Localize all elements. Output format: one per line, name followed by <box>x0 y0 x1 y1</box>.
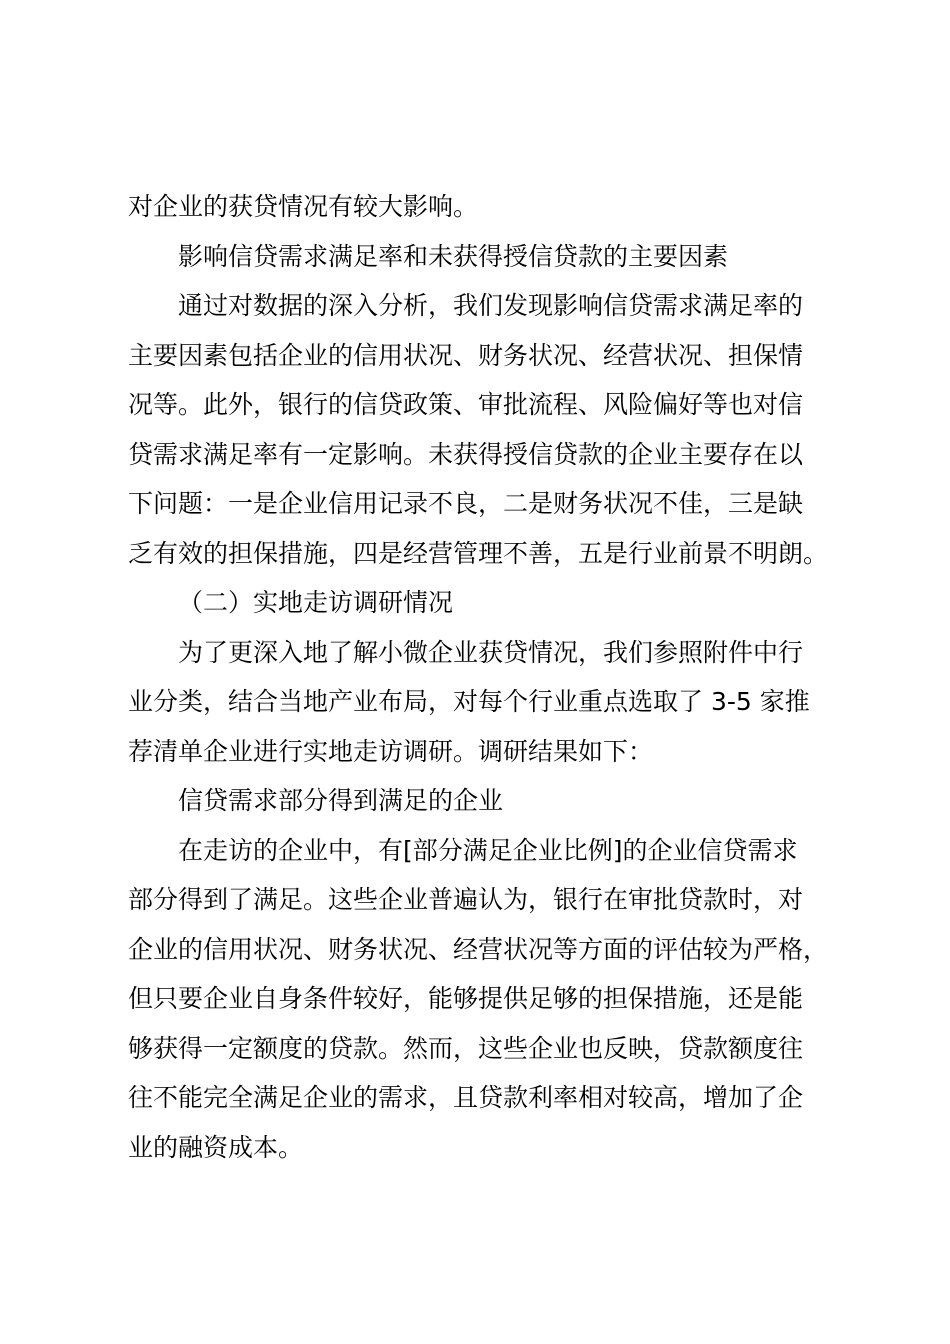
text-line: 业的融资成本。 <box>128 1132 304 1162</box>
text-line: 况等。此外，银行的信贷政策、审批流程、风险偏好等也对信 <box>128 390 804 419</box>
text-line: 主要因素包括企业的信用状况、财务状况、经营状况、担保情 <box>128 340 804 370</box>
text-line: 企业的信用状况、财务状况、经营状况等方面的评估较为严格， <box>128 934 829 964</box>
text-line: 荐清单企业进行实地走访调研。调研结果如下： <box>128 736 654 766</box>
text-line: 乏有效的担保措施，四是经营管理不善，五是行业前景不明朗。 <box>128 538 829 568</box>
text-line: 业分类，结合当地产业布局，对每个行业重点选取了 3-5 家推 <box>128 687 810 716</box>
section-heading: （二）实地走访调研情况 <box>178 588 454 617</box>
text-line: 往不能完全满足企业的需求，且贷款利率相对较高，增加了企 <box>128 1083 804 1112</box>
text-line: 对企业的获贷情况有较大影响。 <box>128 192 479 221</box>
text-line: 在走访的企业中，有[部分满足企业比例]的企业信贷需求 <box>178 835 798 865</box>
text-line: 通过对数据的深入分析，我们发现影响信贷需求满足率的 <box>178 291 804 320</box>
text-line: 但只要企业自身条件较好，能够提供足够的担保措施，还是能 <box>128 984 804 1013</box>
text-line: 够获得一定额度的贷款。然而，这些企业也反映，贷款额度往 <box>128 1033 804 1063</box>
text-line: 下问题：一是企业信用记录不良，二是财务状况不佳，三是缺 <box>128 489 804 518</box>
document-body <box>128 182 838 1172</box>
section-heading: 影响信贷需求满足率和未获得授信贷款的主要因素 <box>178 241 729 271</box>
section-heading: 信贷需求部分得到满足的企业 <box>178 786 504 815</box>
text-line: 贷需求满足率有一定影响。未获得授信贷款的企业主要存在以 <box>128 439 804 469</box>
text-line: 部分得到了满足。这些企业普遍认为，银行在审批贷款时，对 <box>128 885 804 914</box>
text-line: 为了更深入地了解小微企业获贷情况，我们参照附件中行 <box>178 637 804 667</box>
